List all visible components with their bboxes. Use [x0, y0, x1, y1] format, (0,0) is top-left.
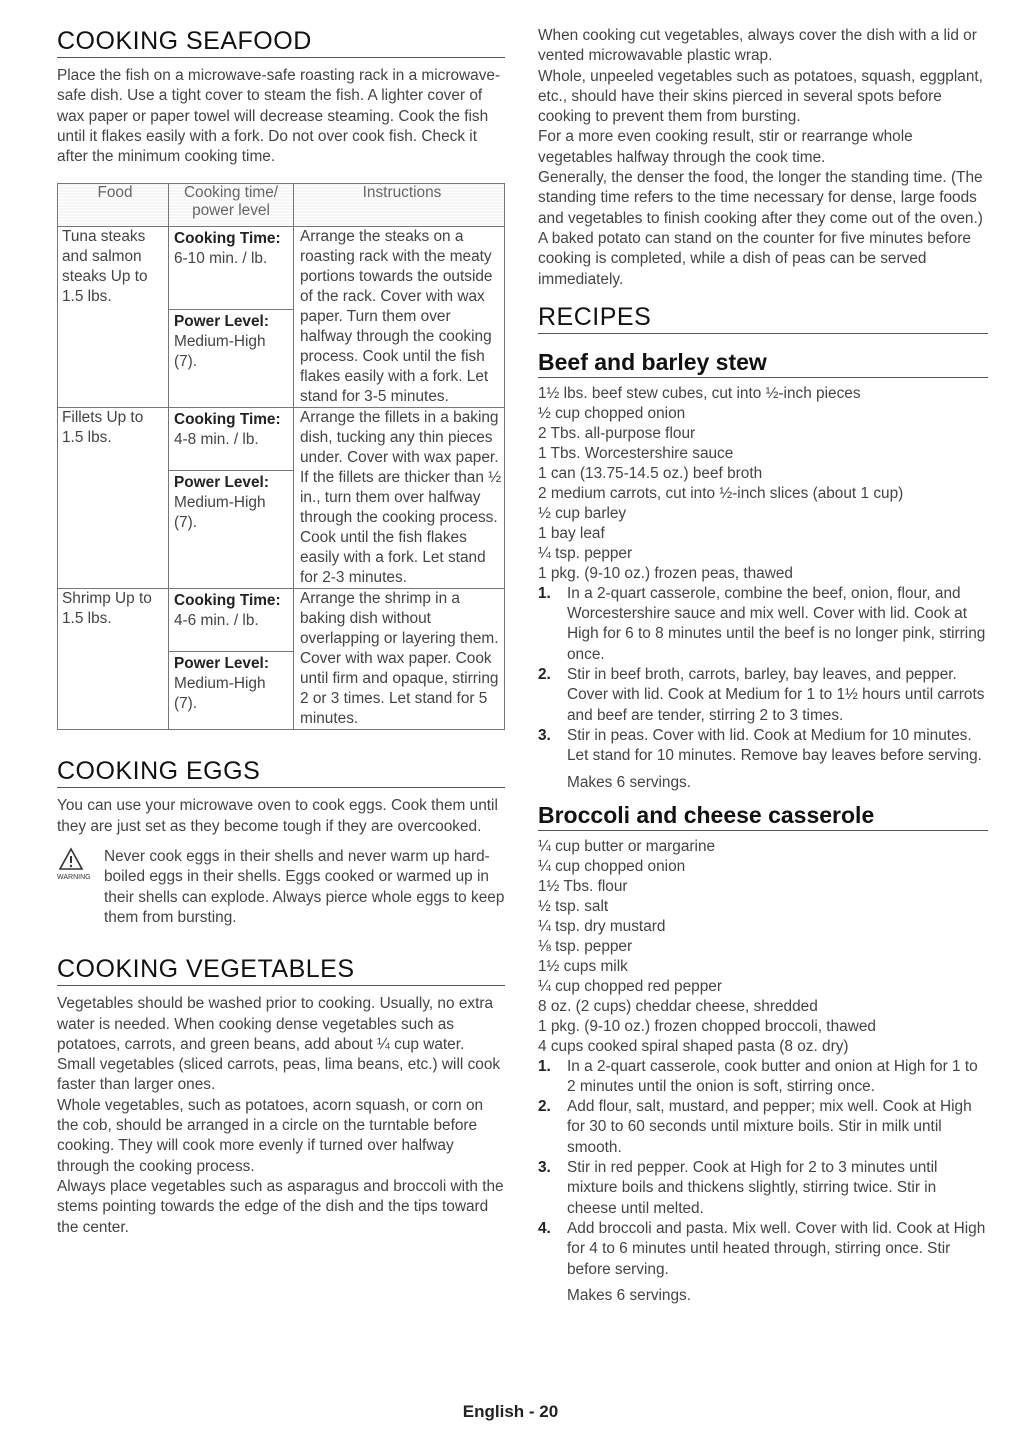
header-cooking-time: Cooking time/ power level: [169, 184, 294, 227]
beef-ingredients: [538, 384, 988, 584]
ingredient: ½ tsp. salt: [538, 897, 609, 915]
ingredient: 1 Tbs. Worcestershire sauce: [538, 444, 734, 462]
step-text: In a 2-quart casserole, cook butter and onion at High for 1 to 2 minutes until the onion is soft, stirring once.: [567, 1057, 978, 1095]
list-item: [538, 1158, 988, 1219]
step-text: Stir in peas. Cover with lid. Cook at Medium for 10 minutes. Let stand for 10 minutes. Remove bay leaves before serving.: [567, 726, 982, 765]
seafood-intro: Place the fish on a microwave-safe roasting rack in a microwave-safe dish. Use a tight cover to steam the fish. A lighter cover of wax paper or paper towel will decrease steaming. Cook the fish until it flakes easily with a fork. Do not over cook fish. Check it after the minimum cooking time.: [57, 67, 501, 166]
power-value: Medium-High (7).: [174, 675, 266, 713]
veg-paragraph: Vegetables should be washed prior to cooking. Usually, no extra water is needed. When cooking dense vegetables such as potatoes, carrots, and green beans, add about ¼ cup water.: [57, 995, 494, 1053]
step-number: 2.: [538, 1098, 551, 1116]
veg-paragraph: Always place vegetables such as asparagus and broccoli with the stems pointing towards the edge of the dish and the tips toward the center.: [57, 1177, 504, 1236]
power-value: Medium-High (7).: [174, 494, 266, 532]
list-item: [538, 665, 988, 726]
time-label: Cooking Time:: [174, 411, 281, 429]
step-text: In a 2-quart casserole, combine the beef, onion, flour, and Worcestershire sauce and mix well. Cover with lid. Cook at High for 6 to 8 minutes until the beef is no longer pink, stirring once.: [567, 584, 986, 663]
cooking-time-cell: [169, 227, 294, 408]
veg-paragraph: Generally, the denser the food, the longer the standing time. (The standing time refers to the time necessary for dense, large foods and vegetables to finish cooking after they come out of the oven.) A baked potato can stand on the counter for five minutes before cooking is completed, while a dish of peas can be served immediately.: [538, 169, 983, 288]
time-label: Cooking Time:: [174, 592, 281, 610]
ingredient: ¼ cup chopped red pepper: [538, 977, 722, 995]
time-value: 4-8 min. / lb.: [174, 431, 259, 449]
warning-icon: [57, 847, 103, 887]
veg-paragraph: Whole, unpeeled vegetables such as potatoes, squash, eggplant, etc., should have their skins pierced in several spots before cooking to prevent them from bursting.: [538, 67, 983, 126]
time-label: Cooking Time:: [174, 230, 281, 248]
header-food: Food: [58, 184, 169, 227]
veg-paragraph: When cooking cut vegetables, always cover the dish with a lid or vented microwavable plastic wrap.: [538, 27, 977, 65]
step-number: 3.: [538, 1159, 551, 1177]
step-number: 1.: [538, 584, 551, 602]
power-label: Power Level:: [174, 474, 269, 492]
table-row: [58, 408, 505, 589]
ingredient: ½ cup barley: [538, 504, 627, 522]
food-cell: Fillets Up to 1.5 lbs.: [58, 408, 169, 589]
seafood-title: COOKING SEAFOOD: [57, 26, 505, 58]
table-row: [58, 227, 505, 408]
ingredient: 8 oz. (2 cups) cheddar cheese, shredded: [538, 997, 818, 1015]
ingredient: 1½ Tbs. flour: [538, 877, 628, 895]
step-number: 1.: [538, 1057, 551, 1075]
broccoli-title: Broccoli and cheese casserole: [538, 801, 988, 831]
veg-paragraph: Whole vegetables, such as potatoes, acorn squash, or corn on the cob, should be arranged in a circle on the turntable before cooking. They will cook more evenly if turned over halfway through the cooking process.: [57, 1096, 484, 1175]
page-footer: English - 20: [462, 1402, 559, 1421]
ingredient: ¼ tsp. pepper: [538, 544, 633, 562]
time-value: 4-6 min. / lb.: [174, 612, 259, 630]
ingredient: 1½ cups milk: [538, 957, 628, 975]
instructions-cell: Arrange the fillets in a baking dish, tucking any thin pieces under. Cover with wax paper. If the fillets are thicker than ½ in., turn them over halfway through the cooking process. Cook until the fish flakes easily with a fork. Let stand for 2-3 minutes.: [294, 408, 505, 589]
veg-paragraph: Small vegetables (sliced carrots, peas, lima beans, etc.) will cook faster than larger ones.: [57, 1056, 501, 1094]
left-column: [57, 26, 505, 1238]
step-text: Add broccoli and pasta. Mix well. Cover with lid. Cook at High for 4 to 6 minutes until heated through, stirring once. Stir before serving.: [567, 1219, 986, 1278]
list-item: [538, 1097, 988, 1158]
broccoli-steps: [538, 1057, 988, 1280]
seafood-table-header: [58, 184, 505, 227]
seafood-table: [57, 183, 505, 730]
ingredient: 4 cups cooked spiral shaped pasta (8 oz. dry): [538, 1037, 849, 1055]
ingredient: 1½ lbs. beef stew cubes, cut into ½-inch pieces: [538, 384, 861, 402]
ingredient: ¼ tsp. dry mustard: [538, 917, 666, 935]
ingredient: ½ cup chopped onion: [538, 404, 686, 422]
eggs-intro: You can use your microwave oven to cook eggs. Cook them until they are just set as they become tough if they are overcooked.: [57, 797, 498, 835]
step-number: 3.: [538, 726, 551, 744]
beef-stew-title: Beef and barley stew: [538, 348, 988, 378]
list-item: [538, 1219, 988, 1280]
ingredient: 1 pkg. (9-10 oz.) frozen peas, thawed: [538, 564, 793, 582]
warning-text: Never cook eggs in their shells and never warm up hard-boiled eggs in their shells. Eggs cooked or warmed up in their shells can explode. Always pierce whole eggs to keep them from bursting.: [104, 848, 505, 926]
ingredient: ¼ cup chopped onion: [538, 857, 686, 875]
step-text: Add flour, salt, mustard, and pepper; mix well. Cook at High for 30 to 60 seconds until mixture boils. Stir in milk until smooth.: [567, 1098, 972, 1156]
step-number: 4.: [538, 1219, 551, 1237]
right-column: [538, 27, 988, 1306]
step-text: Stir in red pepper. Cook at High for 2 to 3 minutes until mixture boils and thickens slightly, stirring twice. Stir in cheese until melted.: [567, 1159, 938, 1217]
food-cell: Shrimp Up to 1.5 lbs.: [58, 589, 169, 730]
table-row: [58, 589, 505, 730]
vegetables-title: COOKING VEGETABLES: [57, 954, 505, 986]
ingredient: 1 bay leaf: [538, 524, 605, 542]
ingredient: ⅛ tsp. pepper: [538, 937, 633, 955]
cooking-time-cell: [169, 408, 294, 589]
instructions-cell: Arrange the shrimp in a baking dish without overlapping or layering them. Cover with wax paper. Cook until firm and opaque, stirring 2 or 3 times. Let stand for 5 minutes.: [294, 589, 505, 730]
step-text: Stir in beef broth, carrots, barley, bay leaves, and pepper. Cover with lid. Cook at Medium for 1 to 1½ hours until carrots and beef are tender, stirring 2 to 3 times.: [567, 666, 985, 724]
eggs-title: COOKING EGGS: [57, 756, 505, 788]
ingredient: 2 Tbs. all-purpose flour: [538, 424, 696, 442]
step-number: 2.: [538, 666, 551, 684]
warning-label: WARNING: [57, 874, 91, 882]
ingredient: ¼ cup butter or margarine: [538, 837, 716, 855]
power-label: Power Level:: [174, 655, 269, 673]
instructions-cell: Arrange the steaks on a roasting rack with the meaty portions towards the outside of the rack. Cover with wax paper. Turn them over halfway through the cooking process. Cook until the fish flakes easily with a fork. Let stand for 3-5 minutes.: [294, 227, 505, 408]
broccoli-makes: Makes 6 servings.: [567, 1286, 692, 1304]
power-label: Power Level:: [174, 313, 269, 331]
beef-makes: Makes 6 servings.: [567, 773, 692, 791]
time-value: 6-10 min. / lb.: [174, 250, 268, 268]
recipes-title: RECIPES: [538, 302, 988, 334]
power-value: Medium-High (7).: [174, 333, 266, 371]
beef-steps: [538, 584, 988, 767]
ingredient: 2 medium carrots, cut into ½-inch slices (about 1 cup): [538, 484, 904, 502]
broccoli-ingredients: [538, 837, 988, 1057]
ingredient: 1 can (13.75-14.5 oz.) beef broth: [538, 464, 763, 482]
veg-paragraph: For a more even cooking result, stir or rearrange whole vegetables halfway through the cook time.: [538, 128, 913, 166]
ingredient: 1 pkg. (9-10 oz.) frozen chopped broccoli, thawed: [538, 1017, 876, 1035]
list-item: [538, 726, 988, 767]
food-cell: Tuna steaks and salmon steaks Up to 1.5 lbs.: [58, 227, 169, 408]
cooking-time-cell: [169, 589, 294, 730]
warning-block: [57, 847, 505, 928]
list-item: [538, 1057, 988, 1098]
list-item: [538, 584, 988, 665]
header-instructions: Instructions: [294, 184, 505, 227]
